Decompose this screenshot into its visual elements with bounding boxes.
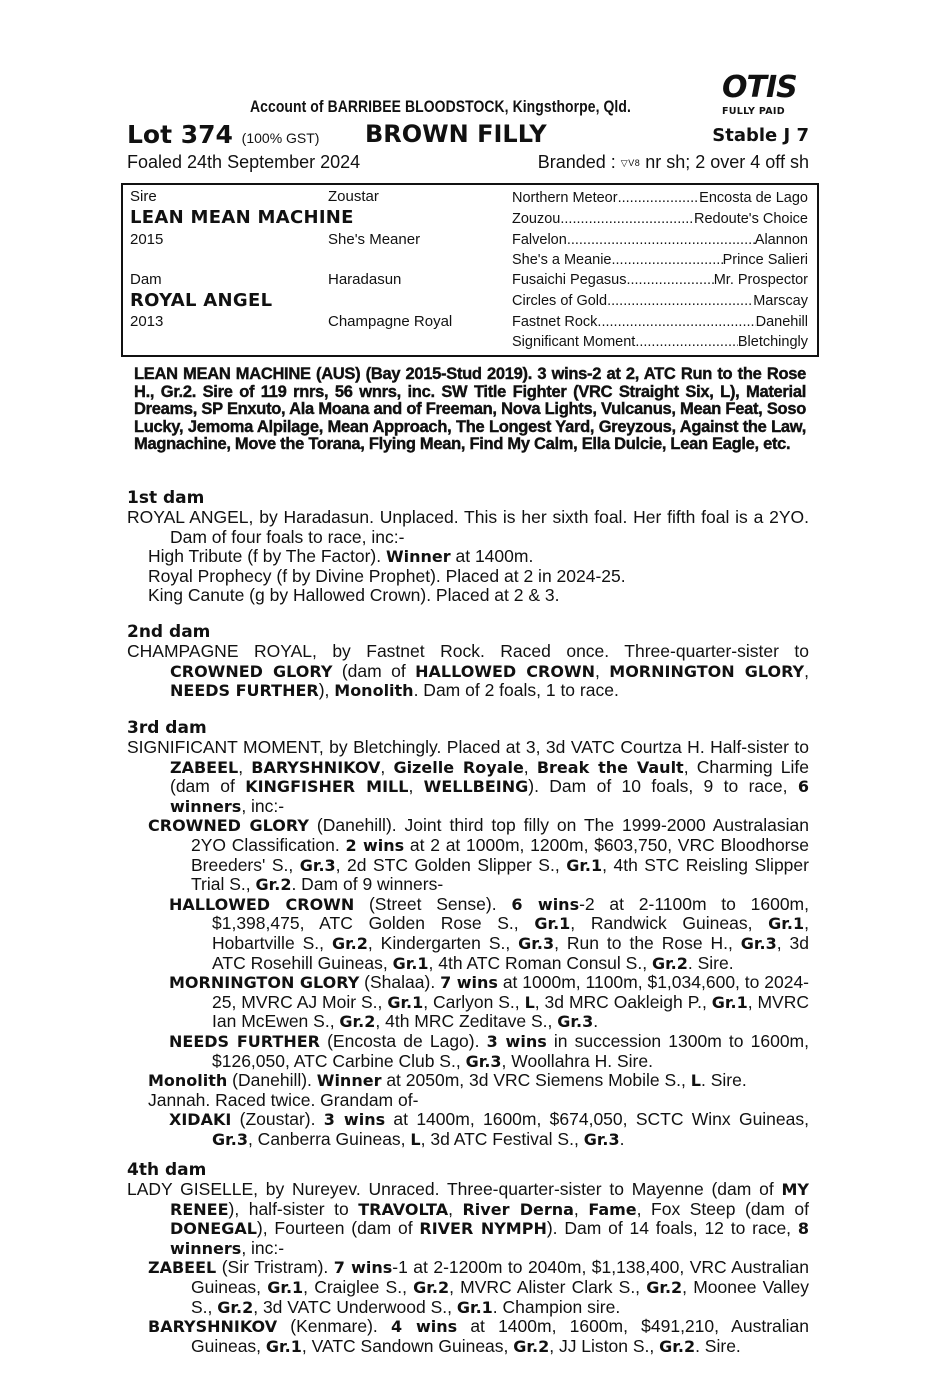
text: , 4th MRC Zeditave S., [375,1011,558,1032]
text: . Sire. [687,952,734,973]
horse-name: RIVER NYMPH [419,1219,547,1239]
third-dam-section [127,718,809,1149]
bold-text: 3 wins [323,1110,386,1130]
text: ), half-sister to [228,1198,359,1219]
text: (Encosta de Lago). [319,1030,487,1051]
group-grade: Gr.2 [339,1012,376,1032]
grandparent-row [512,188,808,208]
group-grade: Gr.3 [299,855,336,875]
horse-name: CROWNED GLORY [148,816,309,836]
grandparent-left: Zouzou [512,211,561,227]
group-grade: Gr.2 [413,1277,450,1297]
fully-paid-label: FULLY PAID [722,106,785,117]
horse-name: NEEDS FURTHER [170,681,319,701]
group-grade: Gr.1 [711,992,748,1012]
stable-location: Stable J 7 [712,125,809,146]
horse-name: River Derna [462,1199,574,1219]
bold-text: 7 wins [333,1258,393,1278]
group-grade: Gr.3 [583,1129,620,1149]
text: . Dam of 9 winners- [291,874,444,895]
horse-name: Monolith [148,1071,228,1091]
progeny-entry-crowned-glory [127,816,809,894]
bold-text: 3 wins [486,1031,547,1051]
bold-text: 4 wins [390,1317,458,1337]
text: , Charming Life (dam of [170,756,809,797]
group-grade: Gr.2 [646,1277,683,1297]
horse-name: ZABEEL [148,1258,217,1278]
group-grade: Gr.2 [255,875,292,895]
grandparent-right: Alannon [754,232,808,248]
lot-header [127,120,809,150]
horse-name: Monolith [334,681,414,701]
grandparent-right: Redoute's Choice [693,211,808,227]
text: SIGNIFICANT MOMENT, by Bletchingly. Placed at 3, 3d VATC Courtza H. Half-sister to [127,737,809,757]
text: , [238,756,252,777]
text: , [448,1198,463,1219]
pedigree-table [121,183,819,357]
horse-name: HALLOWED CROWN [415,661,595,681]
grandparent-row [512,332,808,352]
foaled-date: Foaled 24th September 2024 [127,152,361,172]
text: (Zoustar). [231,1109,324,1130]
lot-label: Lot 374 [127,120,233,149]
sire-sire: Zoustar [328,188,379,205]
section-heading: 2nd dam [127,622,211,642]
text: ), [318,680,335,701]
grandparent-row [512,209,808,229]
lot-number [127,120,319,149]
text: , 3d MRC Oakleigh P., [534,991,712,1012]
text: (Danehill). Joint third top filly on The 1999-2000 Australasian 2YO Classification. [191,815,810,855]
text: , JJ Liston S., [549,1335,660,1356]
grandparent-row [512,270,808,290]
grandparent-left: Falvelon [512,232,567,248]
text: , MVRC Ian McEwen S., [212,991,810,1032]
grandparent-left: Fastnet Rock [512,314,598,330]
leader-dots [612,250,723,270]
group-grade: Gr.1 [566,855,603,875]
grandparent-row [512,291,808,311]
leader-dots [618,188,700,208]
horse-name: TRAVOLTA [358,1199,449,1219]
group-grade: Gr.1 [534,914,571,934]
horse-name: DONEGAL [170,1219,257,1239]
grandparent-right: Prince Salieri [722,252,808,268]
text: , inc:- [241,1237,285,1258]
group-grade: Gr.2 [651,953,688,973]
leader-dots [567,230,755,250]
leader-dots [626,270,713,290]
text: , Canberra Guineas, [247,1128,411,1149]
text: at 2050m, 3d VRC Siemens Mobile S., [381,1070,691,1091]
horse-name: WELLBEING [423,777,529,797]
progeny-entry: King Canute (g by Hallowed Crown). Placed at 2 & 3. [148,585,560,606]
text: , Randwick Guineas, [570,913,769,934]
horse-name: CROWNED GLORY [170,661,333,681]
text: -2 at 2-1100m to 1600m, $1,398,475, ATC Golden Rose S., [212,893,809,934]
sire-summary: LEAN MEAN MACHINE (AUS) (Bay 2015-Stud 2019). 3 wins-2 at 2, ATC Run to the Rose H., Gr.2. Sire of 119 rnrs, 56 wnrs, inc. SW Title Fighter (VRC Straight Six, L), Material Dreams, SP Enxuto, Ala Moana and of Freeman, Nova Lights, Vulcanus, Mean Feat, Soso Lucky, Jemoma Alpilage, Mean Approach, The Longest Yard, Greyzous, Against the Law, Magnachine, Move the Torana, Flying Mean, Find My Calm, Ella Dulcie, Lean Eagle, etc. [134,365,806,454]
text: ). Dam of 14 foals, 12 to race, [546,1218,798,1239]
group-grade: Gr.1 [392,953,429,973]
text: . [619,1128,625,1149]
dam-intro [127,642,809,701]
dam-intro [127,738,809,816]
grandparent-left: Northern Meteor [512,190,618,206]
sire-label: Sire [130,188,157,205]
dam-intro: ROYAL ANGEL, by Haradasun. Unplaced. This is her sixth foal. Her fifth foal is a 2YO. Dam of four foals to race, inc:- [127,507,809,547]
group-grade: Gr.2 [331,933,368,953]
text: ), Fourteen (dam of [256,1218,420,1239]
horse-name: NEEDS FURTHER [169,1031,320,1051]
account-line: Account of BARRIBEE BLOODSTOCK, Kingsthorpe, Qld. [250,97,631,116]
text: LADY GISELLE, by Nureyev. Unraced. Three-quarter-sister to Mayenne (dam of [127,1179,782,1199]
text: CHAMPAGNE ROYAL, by Fastnet Rock. Raced once. Three-quarter-sister to [127,641,809,661]
text: , Woollahra H. Sire. [501,1050,653,1071]
text: at 1400m, 1600m, $674,050, SCTC Winx Guineas, [385,1109,809,1130]
branded-label: Branded : [537,152,616,172]
text: , [595,660,610,681]
leader-dots [597,312,755,332]
group-grade: L [524,992,535,1012]
group-grade: Gr.1 [267,1277,304,1297]
brand-mark-icon: ▽V8 [620,158,641,168]
progeny-entry-mornington-glory [127,973,809,1032]
grandparent-right: Encosta de Lago [699,190,808,206]
text: , [804,660,809,681]
group-grade: Gr.2 [659,1336,696,1356]
progeny-text: at 1400m. [450,546,534,567]
progeny-entry: Royal Prophecy (f by Divine Prophet). Placed at 2 in 2024-25. [148,565,626,586]
group-grade: Gr.1 [456,1297,493,1317]
horse-name: Fame [588,1199,637,1219]
progeny-entry [127,547,809,567]
dam-label: Dam [130,271,162,288]
group-grade: L [410,1129,421,1149]
text: , Fox Steep (dam of [636,1198,809,1219]
text: , Hobartville S., [212,913,809,953]
grandparent-row [512,230,808,250]
section-heading: 3rd dam [127,718,207,738]
dam-dam: Champagne Royal [328,313,453,330]
second-dam-section [127,622,809,701]
dam-year: 2013 [130,313,164,330]
bold-text: 6 wins [511,894,580,914]
text: , Carlyon S., [423,991,525,1012]
text: -1 at 2-1200m to 2040m, $1,138,400, VRC Australian Guineas, [191,1257,809,1297]
text: , VATC Sandown Guineas, [301,1335,514,1356]
grandparent-right: Danehill [755,314,808,330]
dam-name: ROYAL ANGEL [130,290,273,311]
leader-dots [607,291,753,311]
group-grade: L [690,1071,701,1091]
group-grade: Gr.1 [387,992,424,1012]
group-grade: Gr.3 [465,1051,502,1071]
winners-count: 6 winners [170,777,809,816]
otis-wordmark: OTIS [722,70,797,105]
gst-note: (100% GST) [241,130,320,146]
text: . [593,1011,599,1032]
sire-dam: She's Meaner [328,231,421,248]
progeny-entry-xidaki [127,1110,809,1149]
grandparent-right: Bletchingly [737,334,808,350]
text: at 1000m, 1100m, $1,034,600, to 2024-25, MVRC AJ Moir S., [212,972,810,1012]
leader-dots [635,332,738,352]
group-grade: Gr.1 [768,914,805,934]
horse-description: BROWN FILLY [365,120,547,148]
dam-sire: Haradasun [328,271,402,288]
grandparent-left: She's a Meanie [512,252,612,268]
text: , 4th ATC Roman Consul S., [428,952,652,973]
group-grade: Gr.2 [217,1297,254,1317]
first-dam-section [127,488,809,606]
text: , [573,1198,589,1219]
text: , Kindergarten S., [367,932,519,953]
section-heading: 1st dam [127,488,205,508]
text: , [523,756,537,777]
text: in succession 1300m to 1600m, $126,050, ATC Carbine Club S., [212,1030,809,1071]
text: , 3d ATC Rosehill Guineas, [212,932,810,973]
fourth-dam-section [127,1160,809,1356]
text: (dam of [332,660,416,681]
bold-text: 7 wins [440,973,498,993]
text: , 3d VATC Underwood S., [253,1296,457,1317]
text: , Run to the Rose H., [554,932,741,953]
branded-detail: nr sh; 2 over 4 off sh [645,152,809,172]
grandparent-right: Marscay [753,293,808,309]
text: , MVRC Alister Clark S., [449,1276,647,1297]
progeny-bold: Winner [385,547,451,567]
group-grade: Gr.3 [518,933,555,953]
horse-name: ZABEEL [170,757,239,777]
text: (Shalaa). [359,972,441,993]
text: . Sire. [695,1335,741,1356]
bold-text: Winner [316,1071,382,1091]
sire-name: LEAN MEAN MACHINE [130,207,354,228]
winners-count: 8 winners [170,1219,809,1258]
grandparent-row [512,312,808,332]
text: at 1400m, 1600m, $491,210, Australian Guineas, [191,1316,810,1356]
horse-name: MY RENEE [170,1180,809,1219]
dam-intro [127,1180,809,1258]
text: at 2 at 1000m, 1200m, $603,750, VRC Bloodhorse Breeders' S., [191,834,809,875]
progeny-text: High Tribute (f by The Factor). [148,546,386,567]
progeny-entry-jannah: Jannah. Raced twice. Grandam of- [148,1089,419,1110]
text: , 3d ATC Festival S., [420,1128,584,1149]
progeny-entry-monolith [127,1071,809,1091]
horse-name: Break the Vault [536,757,684,777]
sire-year: 2015 [130,231,164,248]
horse-name: BARYSHNIKOV [251,757,381,777]
group-grade: Gr.3 [557,1012,594,1032]
grandparent-left: Significant Moment [512,334,636,350]
branded-info [538,152,809,173]
text: , Moonee Valley S., [191,1276,809,1317]
text: . Champion sire. [492,1296,621,1317]
foal-info [127,152,809,174]
progeny-entry-zabeel [127,1258,809,1317]
horse-name: HALLOWED CROWN [169,894,355,914]
text: . Dam of 2 foals, 1 to race. [413,680,619,701]
horse-name: MORNINGTON GLORY [609,661,805,681]
text: (Danehill). [227,1070,317,1091]
progeny-entry-baryshnikov [127,1317,809,1356]
grandparent-row [512,250,808,270]
text: , 2d STC Golden Slipper S., [335,854,567,875]
text: , Craiglee S., [303,1276,414,1297]
horse-name: XIDAKI [169,1110,232,1130]
text: , 4th STC Reisling Slipper Trial S., [191,854,809,895]
text: (Street Sense). [354,893,512,914]
horse-name: KINGFISHER MILL [245,777,409,797]
otis-logo [720,70,810,120]
grandparent-right: Mr. Prospector [713,272,808,288]
group-grade: Gr.2 [513,1336,550,1356]
leader-dots [560,209,694,229]
text: , inc:- [241,795,285,816]
group-grade: Gr.1 [265,1336,302,1356]
progeny-entry-hallowed-crown [127,895,809,973]
group-grade: Gr.3 [740,933,777,953]
progeny-entry-needs-further [127,1032,809,1071]
bold-text: 2 wins [345,835,405,855]
horse-name: BARYSHNIKOV [148,1317,278,1337]
text: , [408,776,424,797]
section-heading: 4th dam [127,1160,207,1180]
horse-name: Gizelle Royale [393,757,524,777]
text: , [380,756,394,777]
group-grade: Gr.3 [212,1129,248,1149]
grandparent-left: Fusaichi Pegasus [512,272,627,288]
text: (Kenmare). [277,1316,391,1337]
grandparent-left: Circles of Gold [512,293,608,309]
text: (Sir Tristram). [216,1257,334,1278]
text: ). Dam of 10 foals, 9 to race, [528,776,798,797]
text: . Sire. [700,1070,747,1091]
horse-name: MORNINGTON GLORY [169,973,360,993]
